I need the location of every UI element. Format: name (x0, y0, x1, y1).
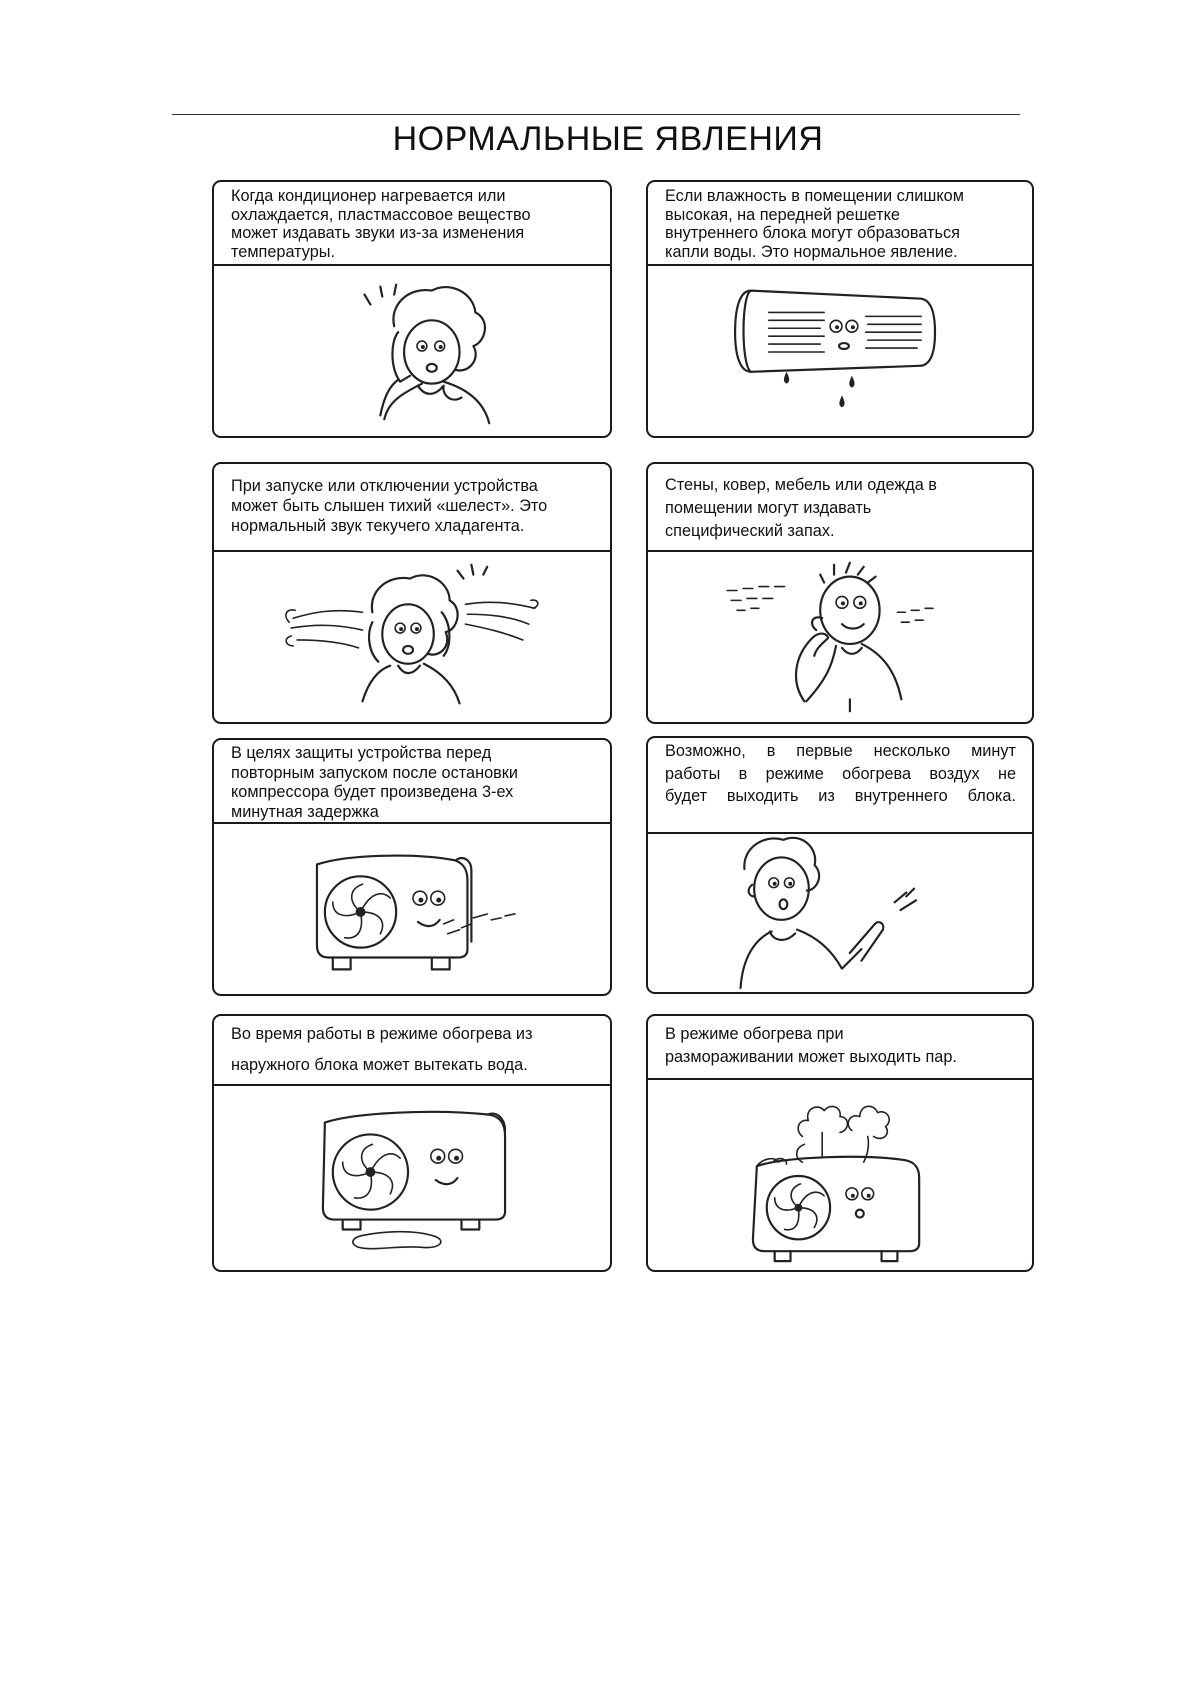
caption-line: минутная задержка (231, 802, 379, 821)
card-caption (214, 464, 610, 552)
card-caption (648, 738, 1032, 834)
card-caption (648, 464, 1032, 552)
caption-line: В режиме обогрева при (665, 1025, 844, 1043)
caption-line: специфический запах. (665, 522, 835, 540)
caption-line: При запуске или отключении устройства (231, 477, 538, 495)
caption-line: помещении могут издавать (665, 499, 872, 517)
caption-line: Если влажность в помещении слишком (665, 187, 964, 205)
woman-listening-icon (214, 266, 610, 436)
card-room-smell (646, 462, 1034, 724)
caption-line: капли воды. Это нормальное явление. (665, 242, 958, 261)
caption-line: В целях защиты устройства перед (231, 744, 492, 762)
card-caption (648, 1016, 1032, 1080)
caption-line: Когда кондиционер нагревается или (231, 187, 506, 205)
caption-line: нормальный звук текучего хладагента. (231, 517, 525, 535)
page-title: НОРМАЛЬНЫЕ ЯВЛЕНИЯ (392, 120, 824, 158)
caption-line: Во время работы в режиме обогрева из (231, 1025, 533, 1043)
woman-hearing-flow-icon (214, 552, 610, 722)
caption-line: температуры. (231, 242, 336, 261)
caption-line: будет выходить из внутреннего блока. (665, 787, 1016, 805)
card-water-outdoor (212, 1014, 612, 1272)
caption-line: размораживании может выходить пар. (665, 1048, 957, 1066)
card-caption (214, 182, 610, 266)
card-no-air-heating (646, 736, 1034, 994)
caption-line: наружного блока может вытекать вода. (231, 1056, 528, 1074)
card-caption (648, 182, 1032, 266)
card-refrigerant-sound (212, 462, 612, 724)
outdoor-unit-delay-icon (214, 824, 610, 994)
caption-line: компрессора будет произведена 3-ех (231, 783, 514, 801)
caption-line: внутреннего блока могут образоваться (665, 224, 960, 242)
man-smelling-icon (648, 552, 1032, 722)
card-compressor-delay (212, 738, 612, 996)
caption-line: высокая, на передней решетке (665, 205, 900, 224)
card-water-drops (646, 180, 1034, 438)
caption-line: работы в режиме обогрева воздух не (665, 764, 1016, 783)
card-defrost-steam (646, 1014, 1034, 1272)
caption-line: охлаждается, пластмассовое вещество (231, 205, 531, 224)
caption-line: Стены, ковер, мебель или одежда в (665, 476, 937, 494)
caption-line: Возможно, в первые несколько минут (665, 742, 1016, 760)
indoor-unit-dripping-icon (648, 266, 1032, 436)
caption-line: может издавать звуки из-за изменения (231, 224, 525, 242)
header-rule (172, 114, 1020, 115)
person-remote-icon (648, 834, 1032, 992)
card-caption (214, 1016, 610, 1086)
caption-line: может быть слышен тихий «шелест». Это (231, 497, 548, 515)
card-plastic-sounds (212, 180, 612, 438)
outdoor-unit-steam-icon (648, 1080, 1032, 1270)
card-caption (214, 740, 610, 824)
outdoor-unit-water-icon (214, 1086, 610, 1270)
caption-line: повторным запуском после остановки (231, 763, 518, 782)
